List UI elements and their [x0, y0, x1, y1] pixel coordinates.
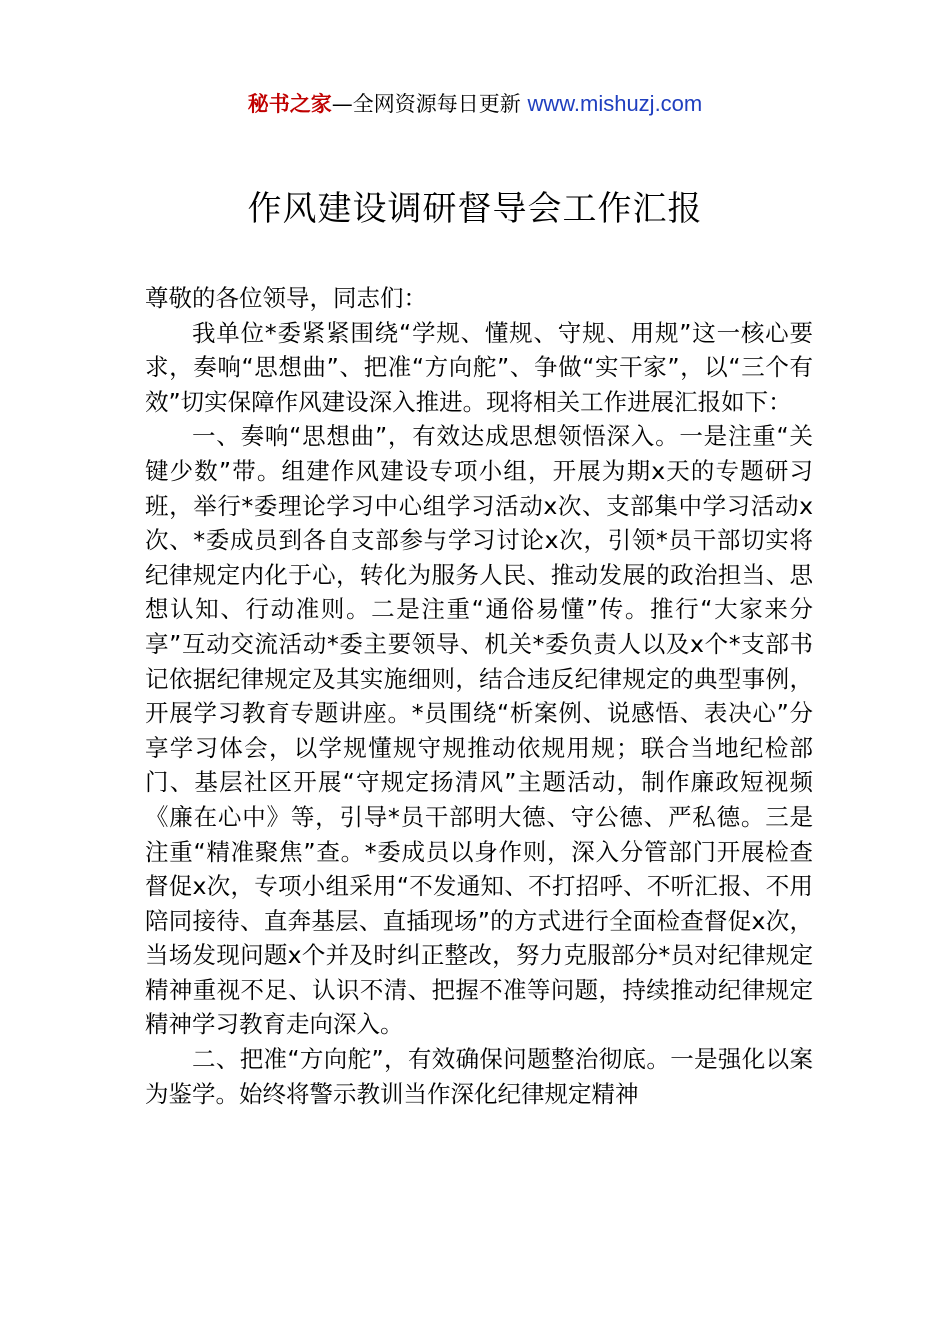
salutation: 尊敬的各位领导，同志们：: [145, 284, 427, 312]
document-body: [145, 281, 813, 1111]
document-title: 作风建设调研督导会工作汇报: [247, 189, 703, 229]
header-tagline: —全网资源每日更新: [331, 92, 528, 116]
paragraph-section-two: 二、把准“方向舵”，有效确保问题整治彻底。一是强化以案为鉴学。始终将警示教训当作深化纪律规定精神: [145, 1045, 813, 1108]
brand-name: 秘书之家: [247, 92, 332, 116]
site-header: [0, 88, 950, 120]
paragraph-intro: 我单位*委紧紧围绕“学规、懂规、守规、用规”这一核心要求，奏响“思想曲”、把准“方向舵”、争做“实干家”，以“三个有效”切实保障作风建设深入推进。现将相关工作进展汇报如下：: [145, 318, 813, 416]
site-url-link[interactable]: www.mishuzj.com: [527, 91, 703, 116]
paragraph-section-one: 一、奏响“思想曲”，有效达成思想领悟深入。一是注重“关键少数”带。组建作风建设专项小组，开展为期x天的专题研习班，举行*委理论学习中心组学习活动x次、支部集中学习活动x次、*委成员到各自支部参与学习讨论x次，引领*员干部切实将纪律规定内化于心，转化为服务人民、推动发展的政治担当、思想认知、行动准则。二是注重“通俗易懂”传。推行“大家来分享”互动交流活动*委主要领导、机关*委负责人以及x个*支部书记依据纪律规定及其实施细则，结合违反纪律规定的典型事例，开展学习教育专题讲座。*员围绕“析案例、说感悟、表决心”分享学习体会，以学规懂规守规推动依规用规；联合当地纪检部门、基层社区开展“守规定扬清风”主题活动，制作廉政短视频《廉在心中》等，引导*员干部明大德、守公德、严私德。三是注重“精准聚焦”查。*委成员以身作则，深入分管部门开展检查督促x次，专项小组采用“不发通知、不打招呼、不听汇报、不用陪同接待、直奔基层、直插现场”的方式进行全面检查督促x次，当场发现问题x个并及时纠正整改，努力克服部分*员对纪律规定精神重视不足、认识不清、把握不准等问题，持续推动纪律规定精神学习教育走向深入。: [145, 422, 813, 1039]
